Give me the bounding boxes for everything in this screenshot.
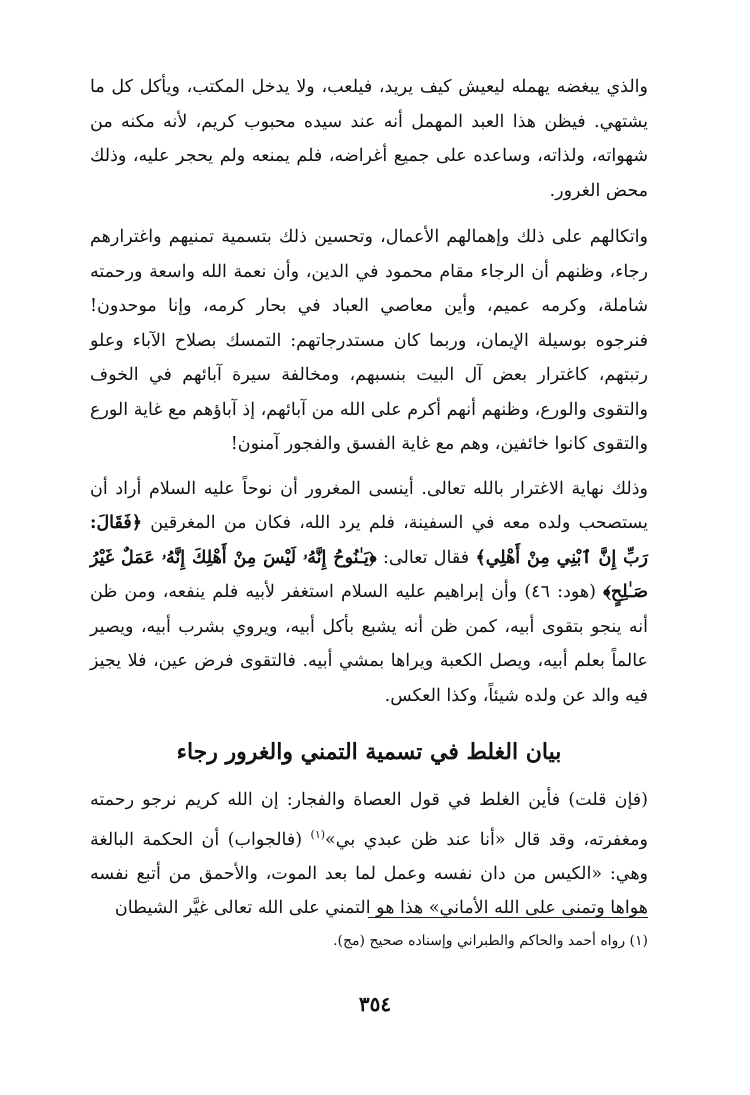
page-body bbox=[90, 70, 648, 926]
quran-verse-2: ﴿يَـٰنُوحُ إِنَّهُۥ لَيْسَ مِنْ أَهْلِكَ إِنَّهُۥ عَمَلٌ غَيْرُ صَـٰلِحٍ﴾ bbox=[90, 547, 648, 602]
paragraph-1-text: والذي يبغضه يهمله ليعيش كيف يريد، فيلعب، ولا يدخل المكتب، ويأكل كل ما يشتهي. فيظن هذا العبد المهمل أنه عند سيده محبوب كريم، لأنه مكنه من شهواته، ولذاته، وساعده على جميع أغراضه، فلم يمنعه ولم يحجر عليه، وذلك محض الغرور. bbox=[90, 77, 648, 201]
paragraph-3-text-start: وذلك نهاية الاغترار بالله تعالى. أينسى المغرور أن نوحاً عليه السلام أراد أن يستصحب ولده معه في السفينة، فلم يرد الله، فكان من المغرقين bbox=[90, 478, 648, 533]
footnote-divider bbox=[368, 917, 648, 918]
paragraph-1 bbox=[90, 70, 648, 208]
paragraph-2 bbox=[90, 220, 648, 462]
page-number: ٣٥٤ bbox=[358, 992, 392, 1016]
paragraph-4-text-end: أن الحكمة البالغة وهي: «الكيس من دان نفسه وعمل لما بعد الموت، والأحمق من أتبع نفسه هواها وتمنى على الله الأماني» هذا هو التمني على الله تعالى غيَّر الشيطان bbox=[90, 829, 648, 919]
answer-label: (فالجواب) bbox=[227, 829, 311, 850]
paragraph-3-text-middle: فقال تعالى: bbox=[376, 547, 476, 568]
paragraph-4 bbox=[90, 783, 648, 926]
footnote: (١) رواه أحمد والحاكم والطبراني وإسناده صحيح (مج). bbox=[333, 933, 648, 949]
question-label: (فإن قلت) bbox=[568, 790, 648, 810]
quran-verse-1: ﴿فَقَالَ: رَبِّ إِنَّ ٱبْنِي مِنْ أَهْلِي﴾ bbox=[90, 513, 649, 568]
paragraph-3 bbox=[90, 472, 648, 714]
footnote-reference: (١) bbox=[310, 827, 326, 841]
paragraph-2-text: واتكالهم على ذلك وإهمالهم الأعمال، وتحسين ذلك بتسمية تمنيهم واغترارهم رجاء، وظنهم أن الرجاء مقام محمود في الدين، وأن نعمة الله واسعة ورحمته شاملة، وكرمه عميم، وأين معاصي العباد في بحار كرمه، وإنا موحدون! فنرجوه بوسيلة الإيمان، وربما كان مستدرجاتهم: التمسك بصلاح الآباء وعلو رتبتهم، كاغترار بعض آل البيت بنسبهم، ومخالفة سيرة آبائهم في الخوف والتقوى والورع، وظنهم أنهم أكرم على الله من آبائهم، إذ آباؤهم مع غاية الورع والتقوى كانوا خائفين، وهم مع غاية الفسق والفجور آمنون! bbox=[90, 227, 648, 454]
paragraph-3-text-end: (هود: ٤٦) وأن إبراهيم عليه السلام استغفر لأبيه فلم ينفعه، ومن ظن أنه ينجو بتقوى أبيه، كمن ظن أنه يشبع بأكل أبيه، ويروي بشرب أبيه، ويصير عالماً بعلم أبيه، ويصل الكعبة ويراها بمشي أبيه. فالتقوى فرض عين، فلا يجيز فيه والد عن ولده شيئاً، وكذا العكس. bbox=[90, 582, 648, 706]
paragraph-4-text-start: فأين الغلط في قول العصاة والفجار: إن الله كريم نرجو رحمته ومغفرته، وقد قال «أنا عند ظن عبدي بي» bbox=[90, 790, 648, 850]
section-heading: بيان الغلط في تسمية التمني والغرور رجاء bbox=[176, 739, 562, 765]
